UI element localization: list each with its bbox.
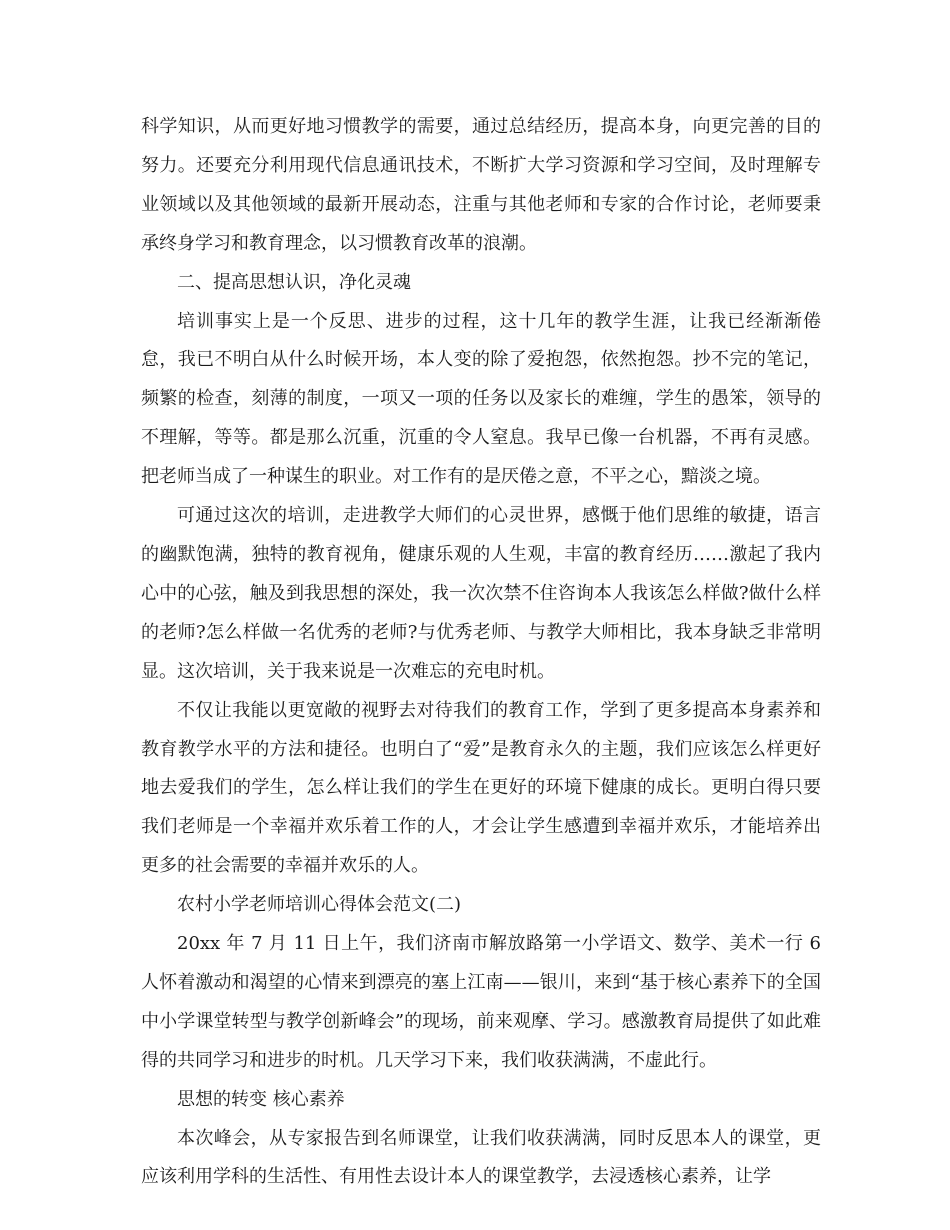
section-heading-core-literacy: 思想的转变 核心素养 (177, 1088, 345, 1110)
paragraph-3: 培训事实上是一个反思、进步的过程，这十几年的教学生涯，让我已经渐渐倦怠，我已不明白从什么时候开场，本人变的除了爱抱怨，依然抱怨。抄不完的笔记，频繁的检查，刻薄的制度，一项又一项的任务以及家长的难缠，学生的愚笨，领导的不理解，等等。都是那么沉重，沉重的令人窒息。我早已像一台机器，不再有灵感。把老师当成了一种谋生的职业。对工作有的是厌倦之意，不平之心，黯淡之境。 (141, 310, 821, 488)
paragraph-5: 不仅让我能以更宽敞的视野去对待我们的教育工作，学到了更多提高本身素养和教育教学水平的方法和捷径。也明白了“爱”是教育永久的主题，我们应该怎么样更好地去爱我们的学生，怎么样让我们的学生在更好的环境下健康的成长。更明白得只要我们老师是一个幸福并欢乐着工作的人，才会让学生感遭到幸福并欢乐，才能培养出更多的社会需要的幸福并欢乐的人。 (141, 699, 821, 877)
paragraph-1: 科学知识，从而更好地习惯教学的需要，通过总结经历，提高本身，向更完善的目的努力。还要充分利用现代信息通讯技术，不断扩大学习资源和学习空间，及时理解专业领域以及其他领域的最新开展动态，注重与其他老师和专家的合作讨论，老师要秉承终身学习和教育理念，以习惯教育改革的浪潮。 (141, 116, 821, 254)
paragraph-9: 本次峰会，从专家报告到名师课堂，让我们收获满满，同时反思本人的课堂，更应该利用学科的生活性、有用性去设计本人的课堂教学，去浸透核心素养，让学 (141, 1127, 821, 1188)
document-body (141, 108, 821, 1197)
paragraph-4: 可通过这次的培训，走进教学大师们的心灵世界，感慨于他们思维的敏捷，语言的幽默饱满，独特的教育视角，健康乐观的人生观，丰富的教育经历……激起了我内心中的心弦，触及到我思想的深处，我一次次禁不住咨询本人我该怎么样做?做什么样的老师?怎么样做一名优秀的老师?与优秀老师、与教学大师相比，我本身缺乏非常明显。这次培训，关于我来说是一次难忘的充电时机。 (141, 505, 821, 682)
article-title-2: 农村小学老师培训心得体会范文(二) (177, 894, 462, 916)
section-heading-2: 二、提高思想认识，净化灵魂 (177, 271, 411, 293)
paragraph-7: 20xx 年 7 月 11 日上午，我们济南市解放路第一小学语文、数学、美术一行 6 人怀着激动和渴望的心情来到漂亮的塞上江南——银川，来到“基于核心素养下的全国中小学课堂转型与教学创新峰会”的现场，前来观摩、学习。感激教育局提供了如此难得的共同学习和进步的时机。几天学习下来，我们收获满满，不虚此行。 (141, 933, 821, 1071)
